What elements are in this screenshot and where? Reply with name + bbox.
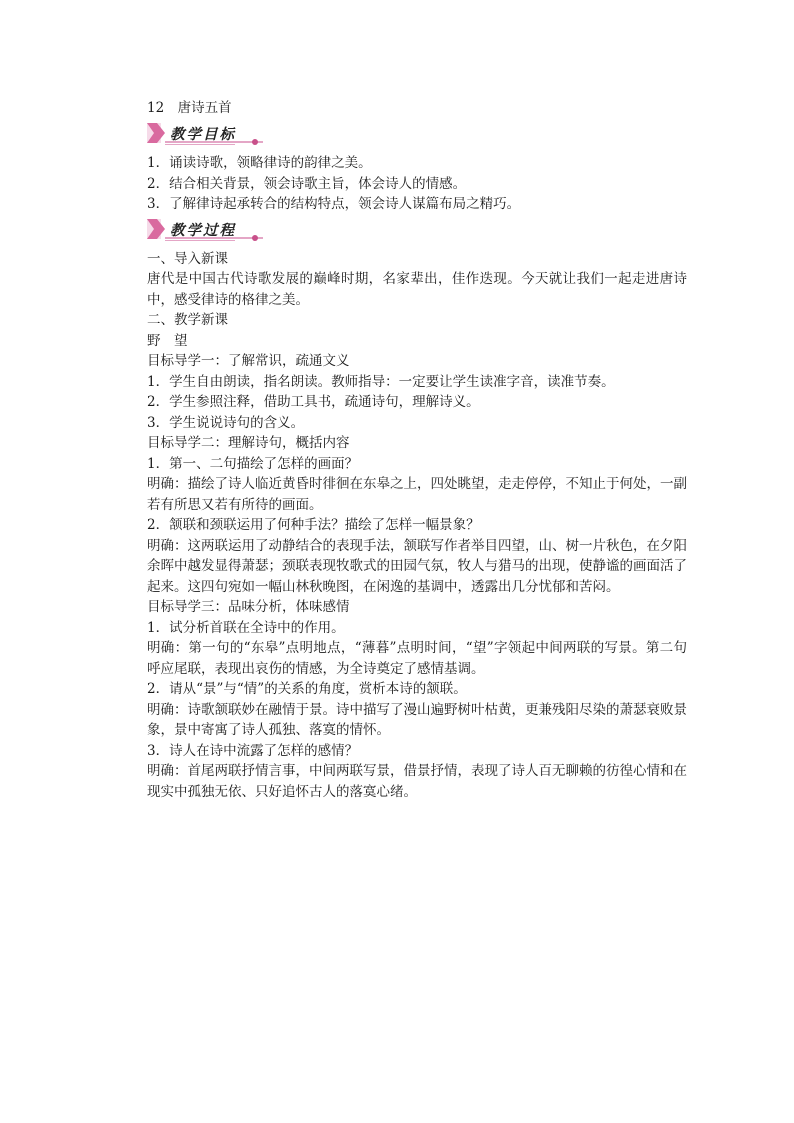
guide1-item: 2．学生参照注释，借助工具书，疏通诗句，理解诗义。 — [147, 394, 480, 410]
goals-section-title: 教学目标 — [170, 126, 236, 143]
guide1-heading: 目标导学一：了解常识，疏通文义 — [147, 353, 350, 369]
heading-intro: 一、导入新课 — [147, 250, 228, 267]
guide1-item: 1．学生自由朗读，指名朗读。教师指导：一定要让学生读准字音，读准节奏。 — [147, 373, 615, 390]
guide3-question-2: 2．请从“景”与“情”的关系的角度，赏析本诗的颔联。 — [147, 681, 467, 697]
heading-new-lesson: 二、教学新课 — [147, 312, 228, 328]
goal-item: 2．结合相关背景，领会诗歌主旨，体会诗人的情感。 — [147, 175, 467, 192]
guide1-item: 3．学生说说诗句的含义。 — [147, 414, 305, 431]
poem-title: 野 望 — [147, 332, 188, 349]
guide3-answer-1: 明确：第一句的“东皋”点明地点，“薄暮”点明时间，“望”字领起中间两联的写景。第二句呼应尾联，表现出哀伤的情感，为全诗奠定了感情基调。 — [147, 640, 687, 677]
document-content — [147, 98, 687, 802]
intro-paragraph: 唐代是中国古代诗歌发展的巅峰时期，名家辈出，佳作迭现。今天就让我们一起走进唐诗中，感受律诗的格律之美。 — [147, 271, 687, 308]
goal-item: 1．诵读诗歌，领略律诗的韵律之美。 — [147, 155, 372, 171]
process-section-title: 教学过程 — [170, 221, 236, 239]
guide3-answer-3: 明确：首尾两联抒情言事，中间两联写景，借景抒情，表现了诗人百无聊赖的彷徨心情和在现实中孤独无依、只好追怀古人的落寞心绪。 — [147, 763, 687, 800]
lesson-title: 12 唐诗五首 — [147, 100, 232, 116]
guide2-answer-2: 明确：这两联运用了动静结合的表现手法，颔联写作者举目四望，山、树一片秋色，在夕阳余晖中越发显得萧瑟；颈联表现牧歌式的田园气氛，牧人与猎马的出现，使静谧的画面活了起来。这四句宛如一幅山林秋晚图，在闲逸的基调中，透露出几分忧郁和苦闷。 — [147, 537, 687, 595]
guide2-heading: 目标导学二：理解诗句，概括内容 — [147, 435, 350, 451]
guide2-answer-1: 明确：描绘了诗人临近黄昏时徘徊在东皋之上，四处眺望，走走停停，不知止于何处，一副若有所思又若有所待的画面。 — [147, 476, 687, 513]
guide3-question-3: 3．诗人在诗中流露了怎样的感情？ — [147, 742, 359, 759]
guide3-question-1: 1．试分析首联在全诗中的作用。 — [147, 619, 345, 636]
guide2-question-1: 1．第一、二句描绘了怎样的画面？ — [147, 455, 359, 472]
guide2-question-2: 2．颔联和颈联运用了何种手法？描绘了怎样一幅景象？ — [147, 517, 480, 533]
guide3-heading: 目标导学三：品味分析，体味感情 — [147, 599, 350, 615]
goal-item: 3．了解律诗起承转合的结构特点，领会诗人谋篇布局之精巧。 — [147, 196, 521, 212]
guide3-answer-2: 明确：诗歌颔联妙在融情于景。诗中描写了漫山遍野树叶枯黄，更兼残阳尽染的萧瑟衰败景象，景中寄寓了诗人孤独、落寞的情怀。 — [147, 701, 687, 738]
process-section-banner — [147, 219, 265, 243]
goals-section-banner — [147, 123, 265, 147]
